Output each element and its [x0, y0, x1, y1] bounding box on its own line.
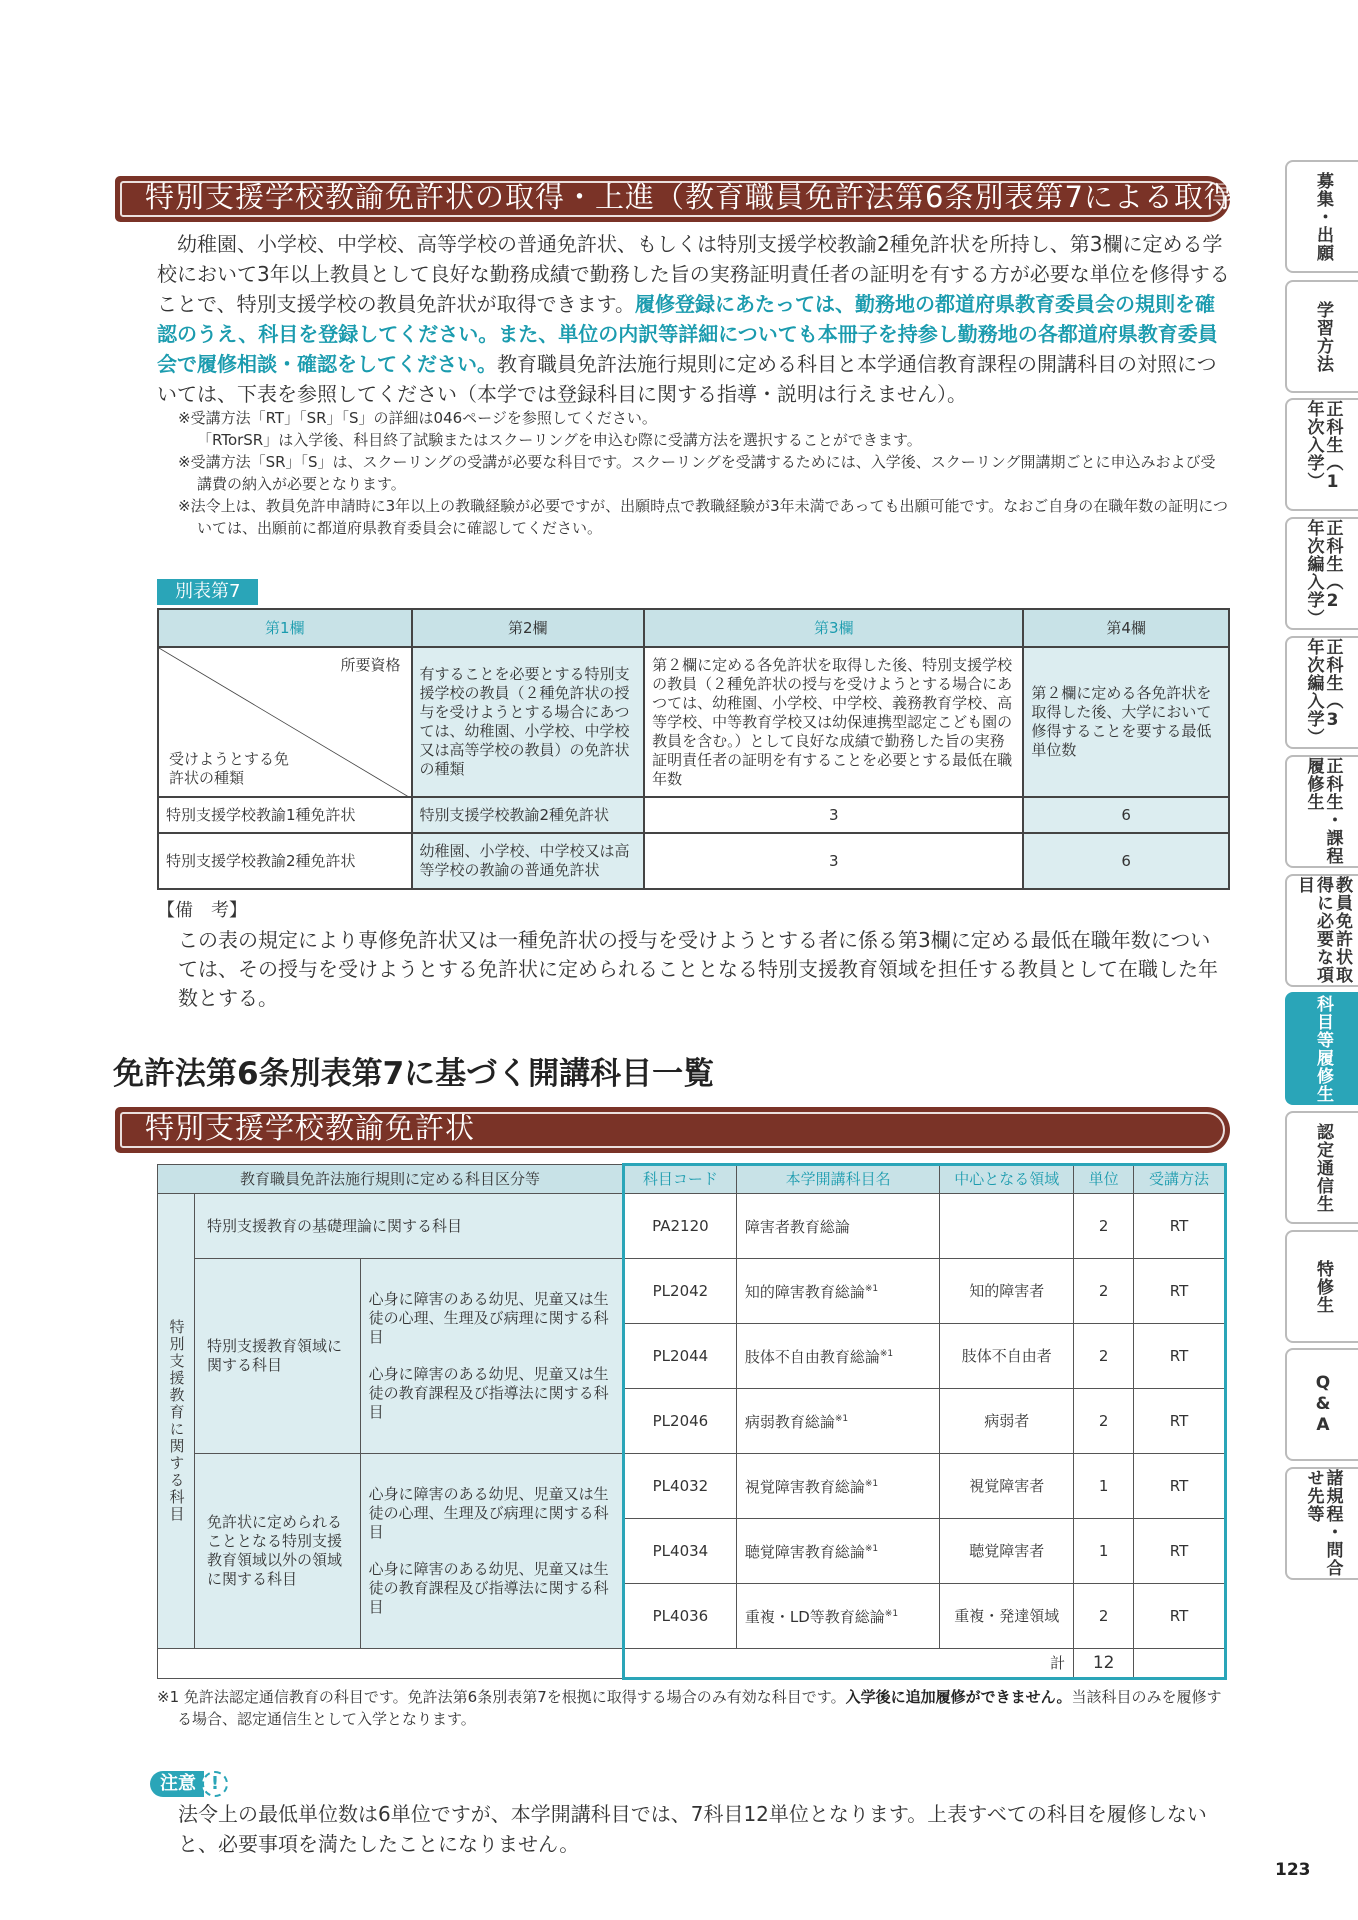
notes-list [178, 407, 1230, 539]
course-method: RT [1134, 1324, 1226, 1389]
side-tab-label: 教員免許状取得に必要な項目 [1294, 876, 1352, 984]
side-tab-label: 正科生・課程履修生 [1303, 757, 1343, 865]
appendix-table [157, 608, 1230, 890]
subcategory-cell: 心身に障害のある幼児、児童又は生徒の心理、生理及び病理に関する科目 心身に障害のある幼児、児童又は生徒の教育課程及び指導法に関する科目 [360, 1454, 623, 1649]
caution-label: 注意 [150, 1771, 204, 1797]
note-item: ※受講方法「SR」「S」は、スクーリングの受講が必要な科目です。スクーリングを受講するためには、入学後、スクーリング開講期ごとに申込みおよび受講費の納入が必要となります。 [178, 453, 1216, 493]
remarks-title: 【備 考】 [157, 900, 247, 921]
header-cell: 中心となる領域 [940, 1165, 1074, 1194]
total-value: 12 [1074, 1649, 1134, 1679]
course-units: 1 [1074, 1519, 1134, 1584]
table-row [158, 1454, 1226, 1519]
cell: 6 [1023, 797, 1229, 833]
table-desc-row [158, 647, 1229, 797]
course-name: 重複・LD等教育総論$^{※1}$ [736, 1584, 940, 1649]
course-units: 2 [1074, 1194, 1134, 1259]
header-cell: 第4欄 [1023, 609, 1229, 647]
course-name: 障害者教育総論 [736, 1194, 940, 1259]
note-item: ※法令上は、教員免許申請時に3年以上の教職経験が必要ですが、出願時点で教職経験が3年未満であっても出願可能です。なおご自身の在職年数の証明については、出願前に都道府県教育委員会に確認してください。 [178, 497, 1229, 537]
course-code: PL2046 [623, 1389, 736, 1454]
header-cell: 第1欄 [158, 609, 412, 647]
course-area: 病弱者 [940, 1389, 1074, 1454]
side-tab-label: 認定通信生 [1313, 1122, 1333, 1213]
side-tab[interactable] [1285, 1348, 1358, 1461]
vertical-category-label: 特別支援教育に関する科目 [158, 1194, 195, 1649]
total-row [158, 1649, 1226, 1679]
table-row [158, 1194, 1226, 1259]
intro-highlight: 履修登録にあたっては、勤務地の都道府県教育委員会の規則を確認のうえ、科目を登録してください。また、単位の内訳等詳細についても本冊子を持参し勤務地の各都道府県教育委員会で履修相談・確認をしてください。 [157, 292, 1218, 376]
course-code: PL4036 [623, 1584, 736, 1649]
course-units: 2 [1074, 1389, 1134, 1454]
desc-cell: 有することを必要とする特別支援学校の教員（２種免許状の授与を受けようとする場合にあつては、幼稚園、小学校、中学校又は高等学校の教員）の免許状の種類 [412, 647, 645, 797]
course-units: 2 [1074, 1324, 1134, 1389]
table-header-row [158, 1165, 1226, 1194]
diagonal-bottom-label: 受けようとする免許状の種類 [169, 750, 290, 787]
header-cell: 受講方法 [1134, 1165, 1226, 1194]
course-method: RT [1134, 1389, 1226, 1454]
side-tab-label: Q&A [1313, 1373, 1333, 1436]
caution-badge [150, 1771, 228, 1797]
course-area: 知的障害者 [940, 1259, 1074, 1324]
cell: 3 [644, 797, 1023, 833]
course-name: 肢体不自由教育総論$^{※1}$ [736, 1324, 940, 1389]
course-code: PA2120 [623, 1194, 736, 1259]
category-cell: 特別支援教育領域に関する科目 [194, 1259, 360, 1454]
header-cell: 第3欄 [644, 609, 1023, 647]
cell: 特別支援学校教諭1種免許状 [158, 797, 412, 833]
side-tab-label: 科目等履修生 [1313, 994, 1333, 1103]
caution-text: 法令上の最低単位数は6単位ですが、本学開講科目では、7科目12単位となります。上表すべての科目を履修しないと、必要事項を満たしたことになりません。 [178, 1802, 1207, 1856]
course-method: RT [1134, 1454, 1226, 1519]
course-table [157, 1163, 1227, 1680]
table-tag: 別表第7 [157, 579, 258, 605]
side-tab[interactable] [1285, 636, 1358, 749]
note-item: ※受講方法「RT」「SR」「S」の詳細は046ページを参照してください。 [178, 409, 657, 427]
side-tab-label: 学習方法 [1313, 300, 1333, 373]
course-area: 視覚障害者 [940, 1454, 1074, 1519]
header-cell: 教育職員免許法施行規則に定める科目区分等 [158, 1165, 624, 1194]
side-tab[interactable] [1285, 874, 1358, 987]
header-cell: 本学開講科目名 [736, 1165, 940, 1194]
side-tab-label: 特修生 [1313, 1259, 1333, 1314]
side-tab-label: 正科生（2年次編入学） [1303, 519, 1343, 627]
header-cell: 単位 [1074, 1165, 1134, 1194]
page-number: 123 [1275, 1860, 1311, 1880]
exclamation-icon: ! [202, 1771, 228, 1797]
course-method: RT [1134, 1194, 1226, 1259]
side-tab[interactable] [1285, 1230, 1358, 1343]
course-code: PL4034 [623, 1519, 736, 1584]
remarks-text: この表の規定により専修免許状又は一種免許状の授与を受けようとする者に係る第3欄に定める最低在職年数については、その授与を受けようとする免許状に定められることとなる特別支援教育領域を担任する教員として在職した年数とする。 [178, 928, 1218, 1010]
table-row [158, 1259, 1226, 1324]
course-name: 聴覚障害教育総論$^{※1}$ [736, 1519, 940, 1584]
course-code: PL2042 [623, 1259, 736, 1324]
side-tab[interactable] [1285, 398, 1358, 511]
course-code: PL2044 [623, 1324, 736, 1389]
header-cell: 科目コード [623, 1165, 736, 1194]
course-area: 肢体不自由者 [940, 1324, 1074, 1389]
course-name: 視覚障害教育総論$^{※1}$ [736, 1454, 940, 1519]
course-footnote: ※1 免許法認定通信教育の科目です。免許法第6条別表第7を根拠に取得する場合のみ有効な科目です。入学後に追加履修ができません。当該科目のみを履修する場合、認定通信生として入学となります。 [157, 1688, 1222, 1728]
intro-paragraph: 幼稚園、小学校、中学校、高等学校の普通免許状、もしくは特別支援学校教諭2種免許状を所持し、第3欄に定める学校において3年以上教員として良好な勤務成績で勤務した旨の実務証明責任者の証明を有する方が必要な単位を修得することで、特別支援学校の教員免許状が取得できます。履修登録にあたっては、勤務地の都道府県教育委員会の規則を確認のうえ、科目を登録してください。また、単位の内訳等詳細についても本冊子を持参し勤務地の各都道府県教育委員会で履修相談・確認をしてください。教育職員免許法施行規則に定める科目と本学通信教育課程の開講科目の対照については、下表を参照してください（本学では登録科目に関する指導・説明は行えません）。 [157, 232, 1230, 406]
total-spacer [158, 1649, 624, 1679]
course-method: RT [1134, 1259, 1226, 1324]
total-empty [1134, 1649, 1226, 1679]
desc-cell: 第２欄に定める各免許状を取得した後、大学において修得することを要する最低単位数 [1023, 647, 1229, 797]
note-item: 「RTorSR」は入学後、科目終了試験またはスクーリングを申込む際に受講方法を選択することができます。 [197, 431, 922, 449]
course-method: RT [1134, 1519, 1226, 1584]
side-tab[interactable] [1285, 1467, 1358, 1580]
side-tab[interactable] [1285, 280, 1358, 393]
course-units: 2 [1074, 1584, 1134, 1649]
header-cell: 第2欄 [412, 609, 645, 647]
side-tab-label: 募集・出願 [1313, 171, 1333, 262]
side-tab[interactable] [1285, 1111, 1358, 1224]
diagonal-top-label: 所要資格 [340, 656, 401, 674]
table-header-row [158, 609, 1229, 647]
category-cell: 免許状に定められることとなる特別支援教育領域以外の領域に関する科目 [194, 1454, 360, 1649]
side-tab[interactable] [1285, 160, 1358, 273]
subcategory-cell: 心身に障害のある幼児、児童又は生徒の心理、生理及び病理に関する科目 心身に障害のある幼児、児童又は生徒の教育課程及び指導法に関する科目 [360, 1259, 623, 1454]
cell: 幼稚園、小学校、中学校又は高等学校の教諭の普通免許状 [412, 833, 645, 889]
course-method: RT [1134, 1584, 1226, 1649]
cell: 特別支援学校教諭2種免許状 [158, 833, 412, 889]
cell: 特別支援学校教諭2種免許状 [412, 797, 645, 833]
section-banner: 特別支援学校教諭免許状の取得・上進（教育職員免許法第6条別表第7による取得） [115, 176, 1230, 222]
cell: 3 [644, 833, 1023, 889]
course-name: 知的障害教育総論$^{※1}$ [736, 1259, 940, 1324]
cell: 6 [1023, 833, 1229, 889]
course-area: 重複・発達領域 [940, 1584, 1074, 1649]
side-tab-label: 正科生（3年次編入学） [1303, 638, 1343, 746]
total-label: 計 [623, 1649, 1073, 1679]
course-code: PL4032 [623, 1454, 736, 1519]
side-tab-label: 正科生（1年次入学） [1303, 400, 1343, 493]
table-row [158, 797, 1229, 833]
section-heading: 免許法第6条別表第7に基づく開講科目一覧 [113, 1056, 715, 1092]
course-area [940, 1194, 1074, 1259]
course-units: 1 [1074, 1454, 1134, 1519]
side-tab-label: 諸規程・問合せ先等 [1303, 1469, 1343, 1577]
side-tab[interactable] [1285, 992, 1358, 1105]
category-cell: 特別支援教育の基礎理論に関する科目 [194, 1194, 623, 1259]
diagonal-cell [158, 647, 412, 797]
section-banner: 特別支援学校教諭免許状 [115, 1107, 1230, 1153]
side-tab[interactable] [1285, 517, 1358, 630]
desc-cell: 第２欄に定める各免許状を取得した後、特別支援学校の教員（２種免許状の授与を受けようとする場合にあつては、幼稚園、小学校、中学校、義務教育学校、高等学校、中等教育学校又は幼保連携型認定こども園の教員を含む。）として良好な成績で勤務した旨の実務証明責任者の証明を有することを必要とする最低在職年数 [644, 647, 1023, 797]
table-row [158, 833, 1229, 889]
course-name: 病弱教育総論$^{※1}$ [736, 1389, 940, 1454]
side-tab[interactable] [1285, 755, 1358, 868]
course-units: 2 [1074, 1259, 1134, 1324]
course-area: 聴覚障害者 [940, 1519, 1074, 1584]
